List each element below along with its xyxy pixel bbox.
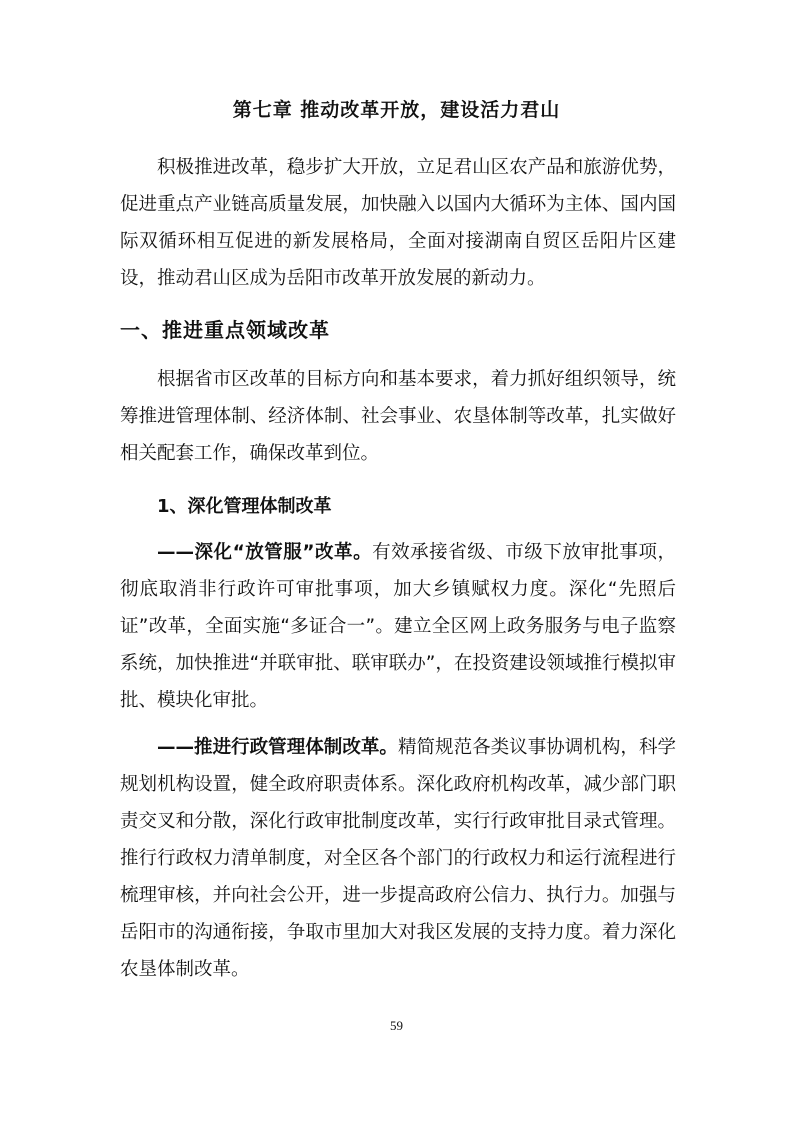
- list-item: [120, 534, 676, 719]
- item-text: 有效承接省级、市级下放审批事项，彻底取消非行政许可审批事项，加大乡镇赋权力度。深化“先照后证”改革，全面实施“多证合一”。建立全区网上政务服务与电子监察系统，加快推进“并联审批、联审联办”，在投资建设领域推行模拟审批、模块化审批。: [120, 542, 676, 711]
- list-item: [120, 729, 676, 988]
- item-lead: ——推进行政管理体制改革。: [157, 737, 398, 758]
- subsection-heading: 1、深化管理体制改革: [157, 496, 332, 517]
- item-lead: ——深化“放管服”改革。: [157, 542, 373, 563]
- page-number: 59: [390, 1018, 403, 1033]
- item-text: 精简规范各类议事协调机构，科学规划机构设置，健全政府职责体系。深化政府机构改革，减少部门职责交叉和分散，深化行政审批制度改革，实行行政审批目录式管理。推行行政权力清单制度，对全区各个部门的行政权力和运行流程进行梳理审核，并向社会公开，进一步提高政府公信力、执行力。加强与岳阳市的沟通衔接，争取市里加大对我区发展的支持力度。着力深化农垦体制改革。: [120, 737, 676, 980]
- intro-paragraph: 积极推进改革，稳步扩大开放，立足君山区农产品和旅游优势，促进重点产业链高质量发展，加快融入以国内大循环为主体、国内国际双循环相互促进的新发展格局，全面对接湖南自贸区岳阳片区建设，推动君山区成为岳阳市改革开放发展的新动力。: [120, 157, 676, 289]
- section-heading: 一、推进重点领域改革: [120, 318, 330, 342]
- chapter-title: 第七章 推动改革开放，建设活力君山: [232, 99, 561, 121]
- section-paragraph: 根据省市区改革的目标方向和基本要求，着力抓好组织领导，统筹推进管理体制、经济体制、社会事业、农垦体制等改革，扎实做好相关配套工作，确保改革到位。: [120, 369, 676, 464]
